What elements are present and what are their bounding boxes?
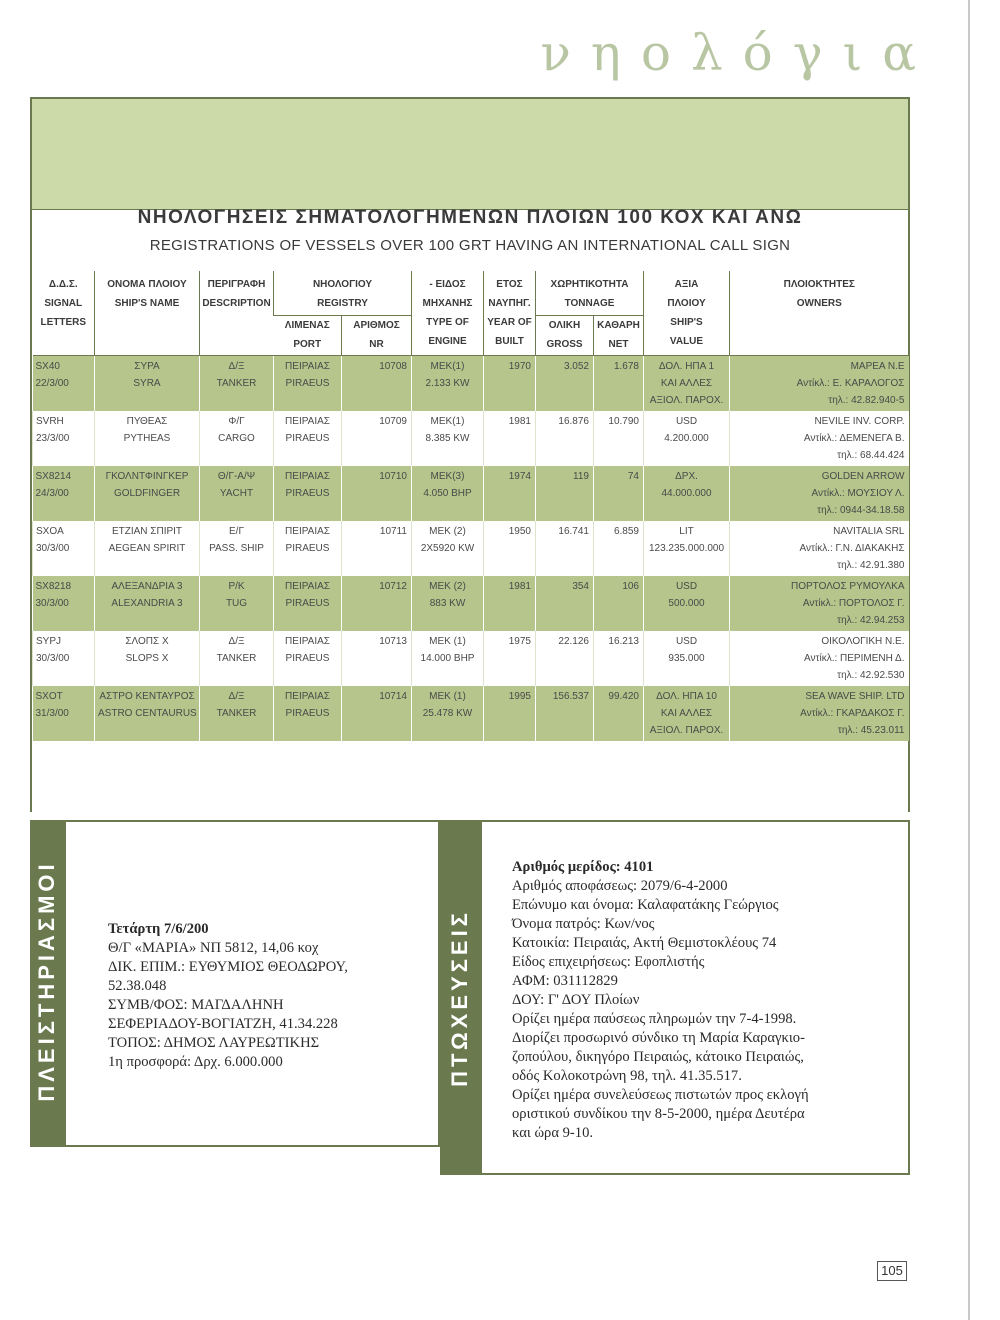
- cell-signal-line: SYPJ: [36, 636, 62, 647]
- cell-value-line: ΔΟΛ. ΗΠΑ 1: [658, 361, 715, 372]
- cell-port-line: ΠΕΙΡΑΙΑΣ: [285, 526, 330, 537]
- cell-description: [200, 576, 274, 631]
- cell-port-line: PIRAEUS: [285, 378, 330, 389]
- cell-engine: [412, 466, 484, 521]
- registrations-subtitle: REGISTRATIONS OF VESSELS OVER 100 GRT HAVING AN INTERNATIONAL CALL SIGN: [149, 237, 791, 254]
- col-gross: ΟΛΙΚΗ GROSS: [536, 315, 594, 355]
- bankruptcy-line: οριστικού συνδίκου την 8-5-2000, ημέρα Δευτέρα: [512, 1106, 805, 1122]
- bankruptcy-line: Κατοικία: Πειραιάς, Ακτή Θεμιστοκλέους 74: [512, 935, 777, 951]
- cell-description-line: TANKER: [216, 708, 257, 719]
- cell-owners-line: Αντίκλ.: Ε. ΚΑΡΑΛΟΓΟΣ: [796, 378, 905, 389]
- cell-signal: [33, 576, 95, 631]
- cell-gross: [536, 521, 594, 576]
- table-row: [33, 411, 909, 466]
- cell-owners: [730, 686, 909, 741]
- cell-ship-name: [95, 356, 200, 412]
- cell-value: [644, 631, 730, 686]
- cell-number-line: 10708: [379, 361, 407, 372]
- col-ship-name: ΟΝΟΜΑ ΠΛΟΙΟΥ SHIP'S NAME: [95, 271, 200, 356]
- cell-signal-line: 30/3/00: [36, 653, 70, 664]
- cell-number: [342, 631, 412, 686]
- cell-ship-name-line: GOLDFINGER: [113, 488, 181, 499]
- cell-ship-name-line: AEGEAN SPIRIT: [108, 543, 186, 554]
- cell-description-line: TANKER: [216, 378, 257, 389]
- cell-ship-name: [95, 686, 200, 741]
- col-owners: ΠΛΟΙΟΚΤΗΤΕΣ OWNERS: [730, 271, 909, 356]
- cell-description: [200, 466, 274, 521]
- cell-value: [644, 356, 730, 412]
- cell-ship-name-line: ΣΛΟΠΣ Χ: [125, 636, 169, 647]
- cell-engine-line: 14.000 BHP: [420, 653, 475, 664]
- cell-gross: [536, 631, 594, 686]
- col-description: ΠΕΡΙΓΡΑΦΗ DESCRIPTION: [200, 271, 274, 356]
- cell-signal: [33, 466, 95, 521]
- cell-description-line: Δ/Ξ: [228, 636, 245, 647]
- cell-ship-name: [95, 576, 200, 631]
- cell-ship-name: [95, 631, 200, 686]
- cell-signal: [33, 521, 95, 576]
- cell-owners-line: GOLDEN ARROW: [821, 471, 905, 482]
- col-tonnage: ΧΩΡΗΤΙΚΟΤΗΤΑ TONNAGE: [536, 271, 644, 315]
- cell-owners-line: Αντίκλ.: ΠΟΡΤΟΛΟΣ Γ.: [802, 598, 905, 609]
- cell-net-line: 99.420: [608, 691, 639, 702]
- cell-ship-name: [95, 411, 200, 466]
- cell-engine-line: 8.385 KW: [425, 433, 470, 444]
- cell-engine: [412, 521, 484, 576]
- cell-description-line: PASS. SHIP: [209, 543, 264, 554]
- cell-value-line: USD: [675, 416, 698, 427]
- table-row: [33, 356, 909, 412]
- cell-ship-name-line: ΠΥΘΕΑΣ: [126, 416, 168, 427]
- bankruptcy-line: Ορίζει ημέρα παύσεως πληρωμών την 7-4-1998.: [512, 1011, 797, 1027]
- cell-net-line: 74: [627, 471, 639, 482]
- cell-owners-line: ΟΙΚΟΛΟΓΙΚΗ Ν.Ε.: [821, 636, 905, 647]
- bankruptcy-line: Όνομα πατρός: Κων/νος: [512, 916, 655, 932]
- cell-owners-line: ΜΑΡΕΑ Ν.Ε: [850, 361, 905, 372]
- cell-owners-line: NAVITALIA SRL: [833, 526, 905, 537]
- cell-owners-line: τηλ.: 42.94.253: [837, 615, 905, 626]
- cell-engine-line: 25.478 KW: [422, 708, 473, 719]
- cell-gross-line: 22.126: [558, 636, 589, 647]
- cell-description-line: Δ/Ξ: [228, 691, 245, 702]
- cell-signal-line: SVRH: [36, 416, 64, 427]
- cell-year: [484, 631, 536, 686]
- cell-owners: [730, 411, 909, 466]
- bankruptcy-heading: Αριθμός μερίδος: 4101: [512, 859, 654, 875]
- cell-engine-line: ΜΕΚ (2): [429, 581, 466, 592]
- cell-description: [200, 521, 274, 576]
- cell-port: [274, 686, 342, 741]
- page-number: 105: [877, 1261, 907, 1281]
- cell-owners-line: Αντίκλ.: ΓΚΑΡΔΑΚΟΣ Γ.: [800, 708, 905, 719]
- cell-value: [644, 686, 730, 741]
- auction-line: ΣΥΜΒ/ΦΟΣ: ΜΑΓΔΑΛΗΝΗ: [108, 997, 284, 1013]
- cell-year: [484, 411, 536, 466]
- cell-owners: [730, 576, 909, 631]
- registrations-panel: [30, 97, 910, 812]
- cell-owners-line: τηλ.: 68.44.424: [837, 450, 905, 461]
- cell-value-line: ΚΑΙ ΑΛΛΕΣ: [660, 378, 713, 389]
- auction-line: ΣΕΦΕΡΙΑΔΟΥ-ΒΟΓΙΑΤΖΗ, 41.34.228: [108, 1016, 338, 1032]
- cell-description-line: Ε/Γ: [229, 526, 244, 537]
- cell-description: [200, 686, 274, 741]
- cell-year-line: 1981: [508, 416, 531, 427]
- auction-line: 52.38.048: [108, 978, 167, 994]
- cell-engine-line: ΜΕΚ (1): [429, 691, 466, 702]
- bankruptcies-label: ΠΤΩΧΕΥΣΕΙΣ: [447, 909, 472, 1087]
- cell-year: [484, 521, 536, 576]
- cell-signal-line: SX8218: [35, 581, 72, 592]
- cell-gross-line: 16.876: [558, 416, 589, 427]
- cell-year-line: 1995: [508, 691, 531, 702]
- cell-value: [644, 466, 730, 521]
- cell-description-line: Θ/Γ-Α/Ψ: [217, 471, 256, 482]
- auction-line: Θ/Γ «ΜΑΡΙΑ» ΝΠ 5812, 14,06 κοχ: [108, 940, 319, 956]
- col-registry: ΝΗΟΛΟΓΙΟΥ REGISTRY: [274, 271, 412, 315]
- cell-port: [274, 411, 342, 466]
- cell-engine-line: ΜΕΚ(1): [430, 361, 465, 372]
- cell-owners: [730, 631, 909, 686]
- cell-number: [342, 466, 412, 521]
- bankruptcy-line: Αριθμός αποφάσεως: 2079/6-4-2000: [512, 878, 728, 894]
- cell-gross-line: 3.052: [563, 361, 589, 372]
- auction-date: Τετάρτη 7/6/200: [108, 921, 209, 937]
- cell-engine: [412, 411, 484, 466]
- cell-port-line: ΠΕΙΡΑΙΑΣ: [285, 361, 330, 372]
- auction-line: ΔΙΚ. ΕΠΙΜ.: ΕΥΘΥΜΙΟΣ ΘΕΟΔΩΡΟΥ,: [108, 959, 348, 975]
- cell-port-line: ΠΕΙΡΑΙΑΣ: [285, 636, 330, 647]
- cell-net: [594, 631, 644, 686]
- col-signal: Δ.Δ.Σ. SIGNAL LETTERS: [33, 271, 95, 356]
- cell-engine-line: 883 KW: [429, 598, 466, 609]
- cell-port: [274, 576, 342, 631]
- bankruptcy-line: οδός Κολοκοτρώνη 98, τηλ. 41.35.517.: [512, 1068, 742, 1084]
- cell-ship-name-line: ΕΤΖΙΑΝ ΣΠΙΡΙΤ: [111, 526, 183, 537]
- cell-port-line: ΠΕΙΡΑΙΑΣ: [285, 581, 330, 592]
- cell-port: [274, 521, 342, 576]
- cell-port-line: ΠΕΙΡΑΙΑΣ: [285, 416, 330, 427]
- auction-line: ΤΟΠΟΣ: ΔΗΜΟΣ ΛΑΥΡΕΩΤΙΚΗΣ: [108, 1035, 320, 1051]
- cell-signal-line: 22/3/00: [35, 378, 69, 389]
- cell-signal: [33, 631, 95, 686]
- cell-description: [200, 411, 274, 466]
- section-header: νηολόγια: [540, 24, 936, 82]
- cell-ship-name-line: SYRA: [133, 378, 161, 389]
- cell-value: [644, 411, 730, 466]
- cell-net-line: 1.678: [613, 361, 639, 372]
- cell-port-line: PIRAEUS: [285, 708, 330, 719]
- cell-gross: [536, 686, 594, 741]
- bankruptcy-line: Είδος επιχειρήσεως: Εφοπλιστής: [512, 954, 705, 970]
- cell-value-line: 500.000: [668, 598, 705, 609]
- registrations-table: [32, 271, 909, 741]
- cell-number: [342, 356, 412, 412]
- cell-value-line: 4.200.000: [664, 433, 709, 444]
- cell-signal: [33, 356, 95, 412]
- cell-net-line: 10.790: [608, 416, 639, 427]
- cell-value-line: ΑΞΙΟΛ. ΠΑΡΟΧ.: [649, 395, 724, 406]
- cell-value: [644, 576, 730, 631]
- cell-owners-line: τηλ.: 0944-34.18.58: [817, 505, 905, 516]
- cell-port: [274, 466, 342, 521]
- bankruptcy-line: Επώνυμο και όνομα: Καλαφατάκης Γεώργιος: [512, 897, 779, 913]
- cell-number: [342, 411, 412, 466]
- cell-engine: [412, 631, 484, 686]
- cell-signal-line: 31/3/00: [35, 708, 69, 719]
- cell-engine-line: ΜΕΚ(1): [430, 416, 465, 427]
- cell-port-line: PIRAEUS: [285, 488, 330, 499]
- cell-value: [644, 521, 730, 576]
- cell-year-line: 1950: [508, 526, 531, 537]
- cell-value-line: 123.235.000.000: [648, 543, 725, 554]
- cell-year: [484, 466, 536, 521]
- cell-signal: [33, 686, 95, 741]
- cell-engine: [412, 356, 484, 412]
- cell-owners-line: τηλ.: 42.82.940-5: [828, 395, 905, 406]
- cell-owners-line: τηλ.: 42.92.530: [837, 670, 905, 681]
- cell-gross: [536, 411, 594, 466]
- cell-owners-line: τηλ.: 42.91.380: [837, 560, 905, 571]
- cell-description: [200, 356, 274, 412]
- auction-notice: [108, 920, 438, 1072]
- cell-number-line: 10710: [379, 471, 407, 482]
- cell-engine-line: 4.050 BHP: [423, 488, 472, 499]
- cell-signal: [33, 411, 95, 466]
- cell-owners-line: Αντίκλ.: ΠΕΡΙΜΕΝΗ Δ.: [804, 653, 905, 664]
- table-row: [33, 466, 909, 521]
- cell-net-line: 16.213: [608, 636, 639, 647]
- cell-year: [484, 356, 536, 412]
- cell-port-line: PIRAEUS: [285, 598, 330, 609]
- cell-year: [484, 686, 536, 741]
- cell-ship-name-line: ΑΣΤΡΟ ΚΕΝΤΑΥΡΟΣ: [99, 691, 195, 702]
- bankruptcy-line: ζοπούλου, δικηγόρο Πειραιώς, κάτοικο Πειραιώς,: [512, 1049, 804, 1065]
- cell-description-line: Φ/Γ: [228, 416, 245, 427]
- col-engine: - ΕΙΔΟΣ ΜΗΧΑΝΗΣ TYPE OF ENGINE: [412, 271, 484, 356]
- cell-value-line: ΚΑΙ ΑΛΛΕΣ: [660, 708, 713, 719]
- cell-engine-line: ΜΕΚ(3): [430, 471, 465, 482]
- cell-gross: [536, 576, 594, 631]
- cell-number-line: 10712: [379, 581, 407, 592]
- bankruptcy-notice: [512, 858, 902, 1143]
- cell-ship-name-line: ΣΥΡΑ: [134, 361, 160, 372]
- cell-owners: [730, 521, 909, 576]
- cell-gross-line: 354: [572, 581, 589, 592]
- cell-year-line: 1974: [508, 471, 531, 482]
- cell-value-line: USD: [675, 581, 698, 592]
- cell-number: [342, 576, 412, 631]
- cell-signal-line: 23/3/00: [36, 433, 70, 444]
- col-year: ΕΤΟΣ ΝΑΥΠΗΓ. YEAR OF BUILT: [484, 271, 536, 356]
- cell-gross-line: 16.741: [558, 526, 589, 537]
- cell-number-line: 10714: [379, 691, 407, 702]
- cell-gross-line: 156.537: [552, 691, 589, 702]
- cell-year-line: 1975: [508, 636, 531, 647]
- col-number: ΑΡΙΘΜΟΣ NR: [342, 315, 412, 355]
- cell-owners: [730, 466, 909, 521]
- cell-ship-name-line: PYTHEAS: [123, 433, 171, 444]
- cell-engine-line: ΜΕΚ (2): [429, 526, 466, 537]
- bankruptcy-line: Διορίζει προσωρινό σύνδικο τη Μαρία Καραγκιο-: [512, 1030, 805, 1046]
- registrations-body: [33, 356, 909, 742]
- cell-signal-line: 24/3/00: [35, 488, 69, 499]
- cell-value-line: USD: [675, 636, 698, 647]
- cell-engine-line: ΜΕΚ (1): [429, 636, 466, 647]
- auction-line: 1η προσφορά: Δρχ. 6.000.000: [108, 1054, 283, 1070]
- auctions-label: ΠΛΕΙΣΤΗΡΙΑΣΜΟΙ: [34, 860, 59, 1102]
- cell-net: [594, 576, 644, 631]
- cell-owners-line: τηλ.: 45.23.011: [837, 725, 905, 736]
- table-row: [33, 686, 909, 741]
- bankruptcy-line: ΑΦΜ: 031112829: [512, 973, 618, 989]
- cell-ship-name-line: ASTRO CENTAURUS: [98, 708, 197, 719]
- cell-gross-line: 119: [573, 471, 589, 482]
- cell-owners: [730, 356, 909, 412]
- cell-year-line: 1981: [508, 581, 531, 592]
- cell-port-line: PIRAEUS: [285, 653, 330, 664]
- cell-ship-name-line: SLOPS X: [125, 653, 169, 664]
- cell-ship-name-line: ΑΛΕΞΑΝΔΡΙΑ 3: [111, 581, 183, 592]
- cell-net: [594, 686, 644, 741]
- cell-net: [594, 466, 644, 521]
- cell-ship-name-line: ΓΚΟΛΝΤΦΙΝΓΚΕΡ: [105, 471, 189, 482]
- cell-ship-name: [95, 521, 200, 576]
- cell-net: [594, 411, 644, 466]
- cell-number: [342, 521, 412, 576]
- cell-engine-line: 2.133 KW: [425, 378, 470, 389]
- cell-net: [594, 521, 644, 576]
- col-value: ΑΞΙΑ ΠΛΟΙΟΥ SHIP'S VALUE: [644, 271, 730, 356]
- cell-port-line: PIRAEUS: [285, 433, 330, 444]
- cell-signal-line: SX40: [35, 361, 60, 372]
- cell-ship-name-line: ALEXANDRIA 3: [111, 598, 183, 609]
- cell-port-line: ΠΕΙΡΑΙΑΣ: [285, 691, 330, 702]
- table-row: [33, 521, 909, 576]
- cell-year: [484, 576, 536, 631]
- cell-engine: [412, 576, 484, 631]
- cell-gross: [536, 356, 594, 412]
- cell-signal-line: SXOA: [36, 526, 64, 537]
- cell-value-line: ΔΟΛ. ΗΠΑ 10: [656, 691, 717, 702]
- registrations-title: ΝΗΟΛΟΓΗΣΕΙΣ ΣΗΜΑΤΟΛΟΓΗΜΕΝΩΝ ΠΛΟΙΩΝ 100 ΚΟΧ ΚΑΙ ΑΝΩ: [137, 207, 803, 228]
- cell-description: [200, 631, 274, 686]
- table-row: [33, 576, 909, 631]
- cell-description-line: CARGO: [218, 433, 255, 444]
- cell-description-line: YACHT: [219, 488, 254, 499]
- col-net: ΚΑΘΑΡΗ NET: [594, 315, 644, 355]
- cell-year-line: 1970: [508, 361, 531, 372]
- col-port: ΛΙΜΕΝΑΣ PORT: [274, 315, 342, 355]
- bankruptcy-line: και ώρα 9-10.: [512, 1125, 594, 1141]
- cell-port: [274, 631, 342, 686]
- cell-net: [594, 356, 644, 412]
- cell-engine-line: 2X5920 KW: [420, 543, 475, 554]
- table-row: [33, 631, 909, 686]
- cell-number-line: 10709: [379, 416, 407, 427]
- cell-net-line: 106: [622, 581, 639, 592]
- cell-description-line: TANKER: [216, 653, 257, 664]
- cell-port-line: PIRAEUS: [285, 543, 330, 554]
- cell-engine: [412, 686, 484, 741]
- cell-description-line: TUG: [225, 598, 248, 609]
- cell-port-line: ΠΕΙΡΑΙΑΣ: [285, 471, 330, 482]
- cell-description-line: Ρ/Κ: [228, 581, 245, 592]
- cell-value-line: 44.000.000: [661, 488, 712, 499]
- cell-description-line: Δ/Ξ: [228, 361, 245, 372]
- cell-owners-line: ΠΟΡΤΟΛΟΣ ΡΥΜΟΥΛΚΑ: [791, 581, 905, 592]
- cell-net-line: 6.859: [613, 526, 639, 537]
- cell-owners-line: SEA WAVE SHIP. LTD: [805, 691, 905, 702]
- bankruptcy-line: Ορίζει ημέρα συνελεύσεως πιστωτών προς εκλογή: [512, 1087, 809, 1103]
- cell-port: [274, 356, 342, 412]
- cell-gross: [536, 466, 594, 521]
- cell-owners-line: Αντίκλ.: Γ.Ν. ΔΙΑΚΑΚΗΣ: [799, 543, 905, 554]
- cell-ship-name: [95, 466, 200, 521]
- cell-value-line: ΑΞΙΟΛ. ΠΑΡΟΧ.: [649, 725, 724, 736]
- cell-signal-line: SXOT: [35, 691, 63, 702]
- cell-number-line: 10713: [379, 636, 407, 647]
- cell-value-line: 935.000: [668, 653, 705, 664]
- cell-owners-line: Αντίκλ.: ΔΕΜΕΝΕΓΑ Β.: [803, 433, 905, 444]
- cell-number: [342, 686, 412, 741]
- cell-signal-line: SX8214: [35, 471, 72, 482]
- cell-owners-line: NEVILE INV. CORP.: [814, 416, 905, 427]
- cell-value-line: LIT: [679, 526, 694, 537]
- page-edge-line: [968, 0, 970, 1320]
- cell-value-line: ΔΡΧ.: [675, 471, 698, 482]
- bankruptcy-line: ΔΟΥ: Γ' ΔΟΥ Πλοίων: [512, 992, 640, 1008]
- cell-signal-line: 30/3/00: [36, 543, 70, 554]
- cell-number-line: 10711: [379, 526, 407, 537]
- cell-owners-line: Αντίκλ.: ΜΟΥΣΙΟΥ Λ.: [811, 488, 905, 499]
- cell-signal-line: 30/3/00: [35, 598, 69, 609]
